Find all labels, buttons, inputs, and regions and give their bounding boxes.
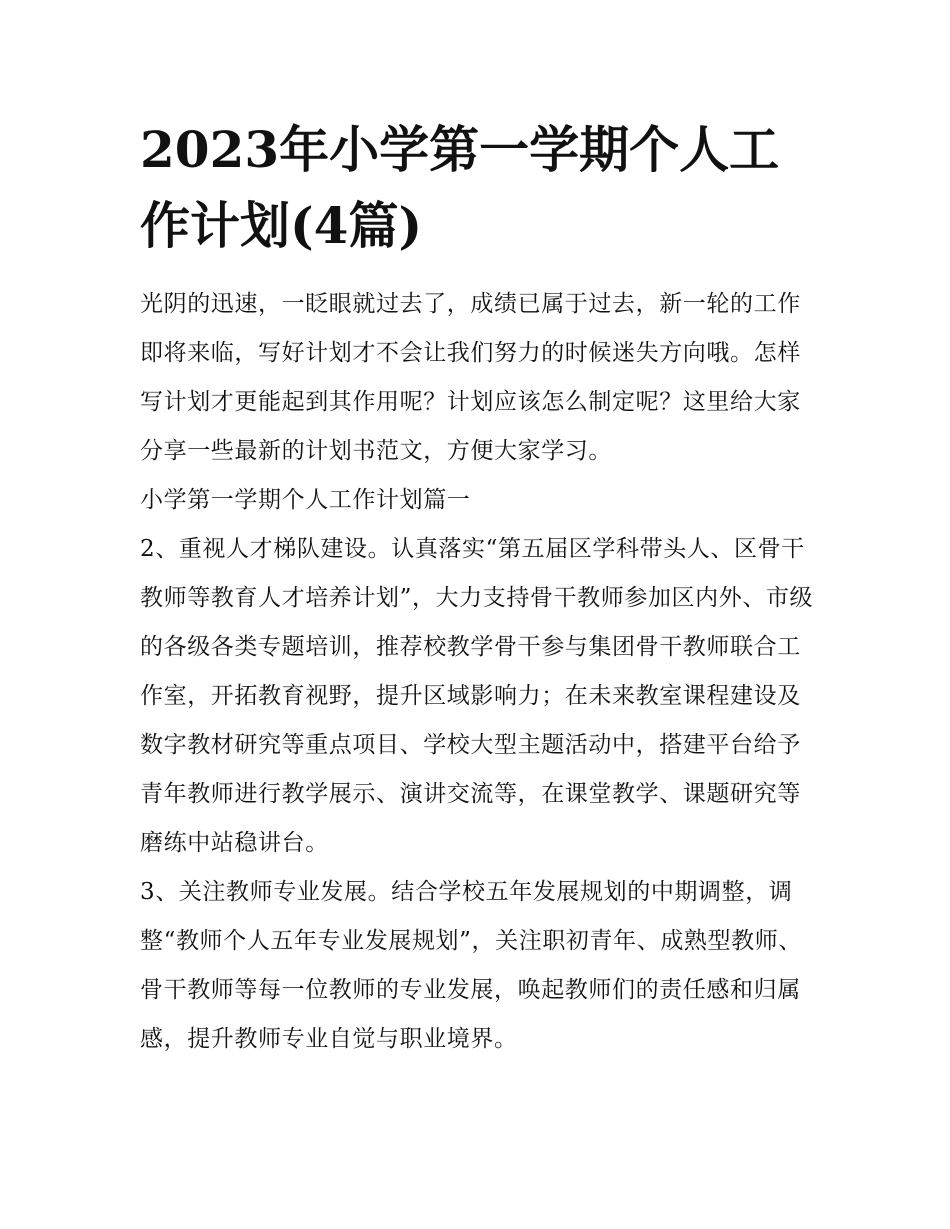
paragraph-2: 2、重视人才梯队建设。认真落实“第五届区学科带头人、区骨干教师等教育人才培养计划”，大力支持骨干教师参加区内外、市级的各级各类专题培训，推荐校教学骨干参与集团骨干教师联合工作室，开拓教育视野，提升区域影响力；在未来教室课程建设及数字教材研究等重点项目、学校大型主题活动中，搭建平台给予青年教师进行教学展示、演讲交流等，在课堂教学、课题研究等磨练中站稳讲台。: [140, 536, 814, 856]
document-title: 2023年小学第一学期个人工作计划(4篇): [140, 120, 780, 255]
section-heading: 小学第一学期个人工作计划篇一: [140, 487, 471, 513]
intro-paragraph: 光阴的迅速，一眨眼就过去了，成绩已属于过去，新一轮的工作即将来临，写好计划才不会让我们努力的时候迷失方向哦。怎样写计划才更能起到其作用呢？计划应该怎么制定呢？这里给大家分享一些最新的计划书范文，方便大家学习。: [140, 291, 801, 464]
paragraph-3: 3、关注教师专业发展。结合学校五年发展规划的中期调整，调整“教师个人五年专业发展规划”，关注职初青年、成熟型教师、骨干教师等每一位教师的专业发展，唤起教师们的责任感和归属感，提升教师专业自觉与职业境界。: [140, 879, 802, 1052]
